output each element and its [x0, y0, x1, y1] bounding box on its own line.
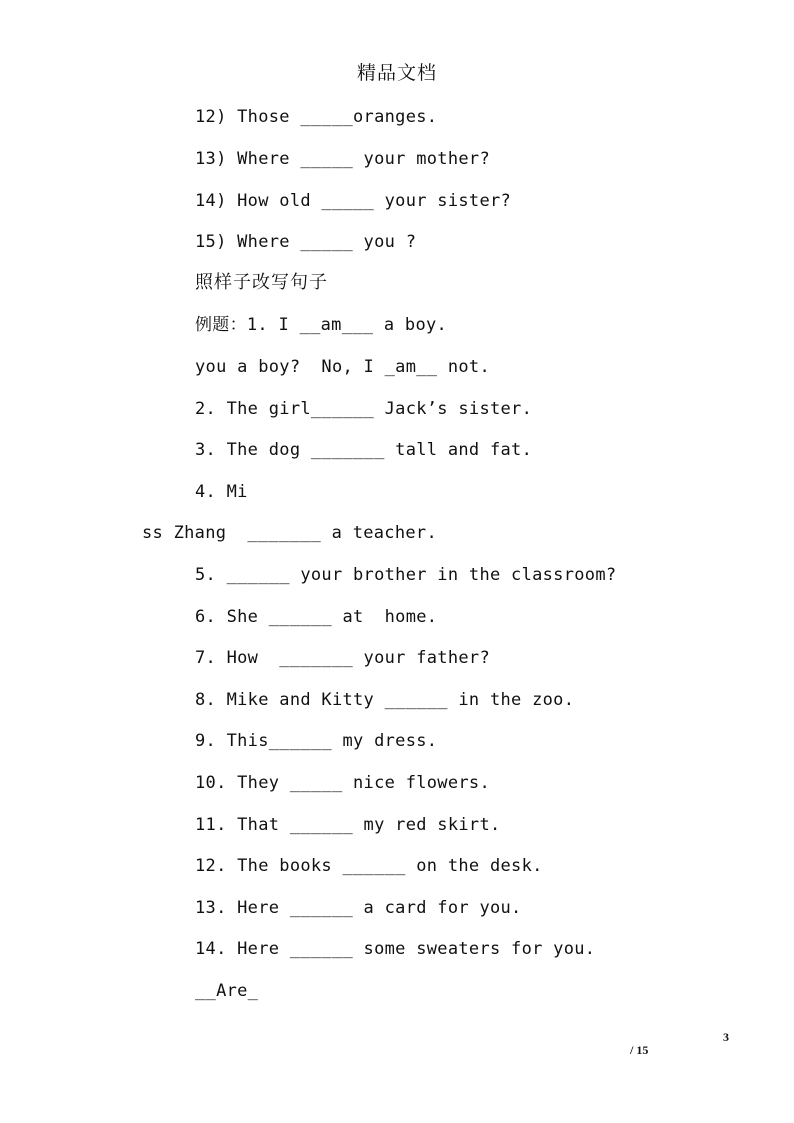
page-total: / 15 — [630, 1043, 649, 1057]
answer-fragment: __Are_ — [195, 981, 259, 1001]
rewrite-line-4-continued: ss Zhang _______ a teacher. — [142, 523, 437, 543]
rewrite-line-2: 2. The girl______ Jack’s sister. — [195, 399, 533, 419]
rewrite-line-6: 6. She ______ at home. — [195, 607, 438, 627]
page-number: 3 — [723, 1030, 729, 1044]
rewrite-line-3: 3. The dog _______ tall and fat. — [195, 440, 533, 460]
exercise-line-14: 14) How old _____ your sister? — [195, 191, 512, 211]
rewrite-line-8: 8. Mike and Kitty ______ in the zoo. — [195, 690, 575, 710]
rewrite-line-11: 11. That ______ my red skirt. — [195, 815, 501, 835]
exercise-line-15: 15) Where _____ you ? — [195, 232, 417, 252]
rewrite-line-7: 7. How _______ your father? — [195, 648, 490, 668]
rewrite-line-5: 5. ______ your brother in the classroom? — [195, 565, 617, 585]
rewrite-line-9: 9. This______ my dress. — [195, 731, 438, 751]
rewrite-line-10: 10. They _____ nice flowers. — [195, 773, 490, 793]
rewrite-line-14: 14. Here ______ some sweaters for you. — [195, 939, 596, 959]
exercise-line-12: 12) Those _____oranges. — [195, 107, 438, 127]
rewrite-line-12: 12. The books ______ on the desk. — [195, 856, 543, 876]
exercise-line-13: 13) Where _____ your mother? — [195, 149, 490, 169]
rewrite-line-4-start: 4. Mi — [195, 482, 248, 502]
example-answer-line: you a boy? No, I _am__ not. — [195, 357, 490, 377]
example-line: 例题：1. I __am___ a boy. — [195, 315, 448, 335]
section-heading: 照样子改写句子 — [195, 272, 328, 293]
page-header-title: 精品文档 — [356, 62, 437, 84]
rewrite-line-13: 13. Here ______ a card for you. — [195, 898, 522, 918]
